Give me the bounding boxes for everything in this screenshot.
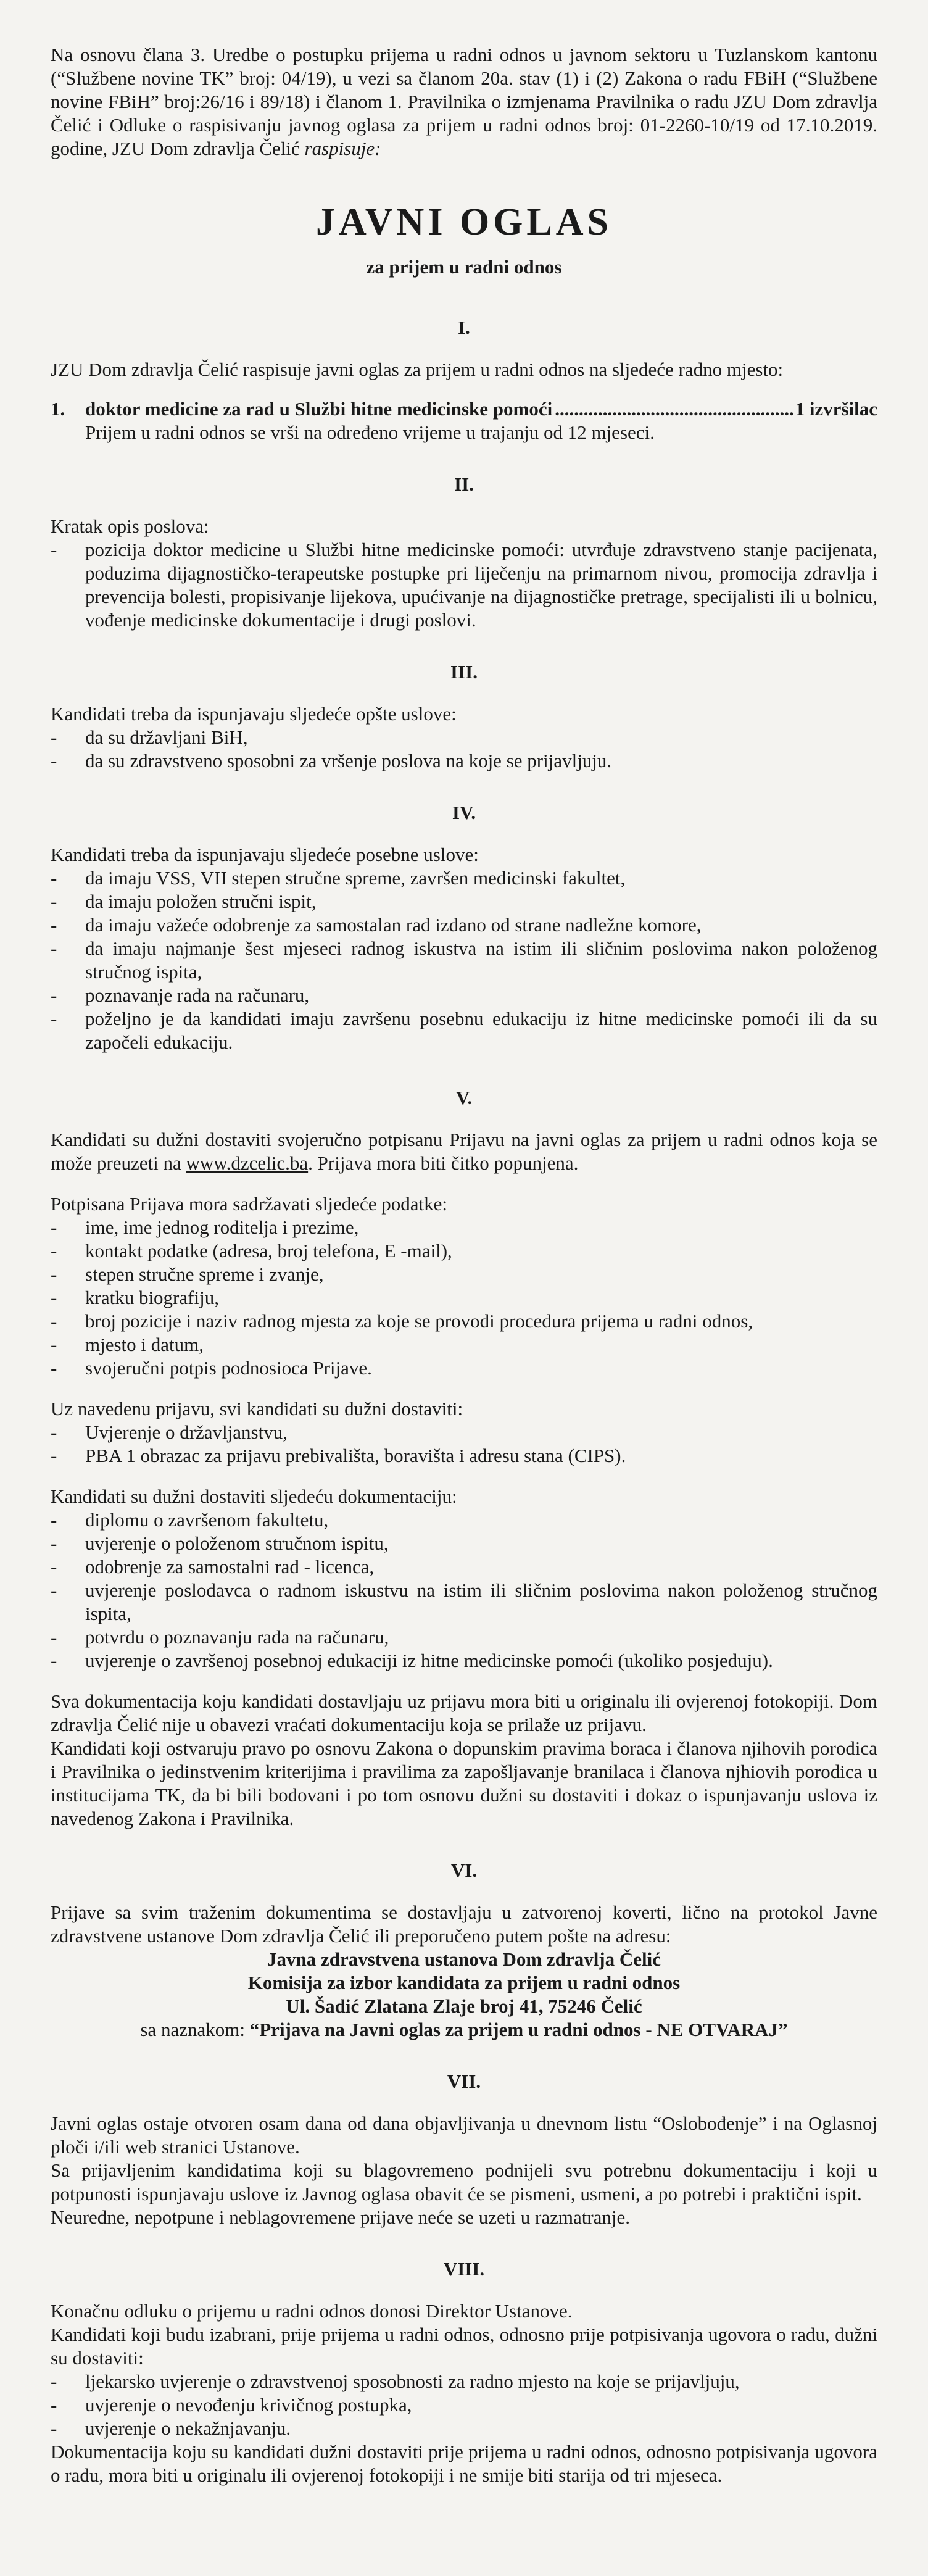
section-heading-3: III. [450,661,478,683]
section-heading-4: IV. [452,802,476,823]
section-5-docs-list [51,1508,877,1672]
section-5-p5: Sva dokumentacija koju kandidati dostavljaju uz prijavu mora biti u originalu ili ovjerenoj fotokopiji. Dom zdravlja Čelić nije u obavezi vraćati dokumentaciju koja se prilaže uz prijavu. [51,1690,877,1735]
document-title: JAVNI OGLAS [315,201,613,243]
section-4-list [51,866,877,1054]
section-2-list [51,538,877,632]
list-item: - poželjno je da kandidati imaju završenu posebnu edukaciju iz hitne medicinske pomoći ili da su započeli edukaciju. [51,1007,877,1054]
list-item: - uvjerenje poslodavca o radnom iskustvu na istim ili sličnim poslovima nakon položenog stručnog ispita, [51,1579,877,1626]
list-item: - poznavanje rada na računaru, [51,984,877,1007]
address-line-2: Komisija za izbor kandidata za prijem u radni odnos [247,1972,681,1993]
section-3-intro: Kandidati treba da ispunjavaju sljedeće opšte uslove: [51,703,457,725]
section-5-p1-tail: . Prijava mora biti čitko popunjena. [308,1152,579,1174]
list-item: - odobrenje za samostalni rad - licenca, [51,1555,877,1579]
section-8-list [51,2370,877,2440]
section-heading-1: I. [458,317,470,338]
list-item: - uvjerenje o nekažnjavanju. [51,2417,877,2440]
list-item: - da imaju važeće odobrenje za samostalan rad izdano od strane nadležne komore, [51,913,877,937]
section-heading-8: VIII. [443,2258,485,2280]
intro-text: Na osnovu člana 3. Uredbe o postupku prijema u radni odnos u javnom sektoru u Tuzlanskom kantonu (“Službene novine TK” broj: 04/19), u vezi sa članom 20a. stav (1) i (2) Zakona o radu FBiH (“Službene novine FBiH” broj:26/16 i 89/18) i članom 1. Pravilnika o izmjenama Pravilnika o radu JZU Dom zdravlja Čelić i Odluke o raspisivanju javnog oglasa za prijem u radni odnos broj: 01-2260-10/19 od 17.10.2019. godine, JZU Dom zdravlja Čelić [51,44,877,159]
list-item: - broj pozicije i naziv radnog mjesta za koje se provodi procedura prijema u radni odnos, [51,1310,877,1333]
document-subtitle: za prijem u radni odnos [366,256,562,278]
list-item: - da imaju položen stručni ispit, [51,890,877,913]
list-item: - da imaju VSS, VII stepen stručne spreme, završen medicinski fakultet, [51,866,877,890]
address-line-1: Javna zdravstvena ustanova Dom zdravlja Čelić [267,1948,661,1970]
position-row [51,397,877,421]
section-1-text: JZU Dom zdravlja Čelić raspisuje javni oglas za prijem u radni odnos na sljedeće radno mjesto: [51,359,784,380]
list-item: - svojeručni potpis podnosioca Prijave. [51,1357,877,1380]
section-2-intro: Kratak opis poslova: [51,515,209,537]
list-item: - PBA 1 obrazac za prijavu prebivališta, boravišta i adresu stana (CIPS). [51,1444,877,1468]
list-item: - potvrdu o poznavanju rada na računaru, [51,1626,877,1649]
section-8-p1: Konačnu odluku o prijemu u radni odnos donosi Direktor Ustanove. [51,2300,573,2322]
section-5-p1-text: Kandidati su dužni dostaviti svojeručno potpisanu Prijavu na javni oglas za prijem u radni odnos koja se može preuzeti na [51,1129,877,1174]
section-5-p2-intro: Potpisana Prijava mora sadržavati sljedeće podatke: [51,1193,448,1215]
envelope-mark [51,2018,877,2042]
section-8-p3: Dokumentacija koju su kandidati dužni dostaviti prije prijema u radni odnos, odnosno potpisivanja ugovora o radu, mora biti u originalu ili ovjerenoj fotokopiji i ne smije biti starija od tri mjeseca. [51,2441,877,2486]
website-link[interactable]: www.dzcelic.ba [186,1152,309,1174]
list-item: - da su državljani BiH, [51,726,877,749]
section-heading-7: VII. [447,2071,481,2092]
section-7-p1: Javni oglas ostaje otvoren osam dana od dana objavljivanja u dnevnom listu “Oslobođenje” i na Oglasnoj ploči i/ili web stranici Ustanove. [51,2113,877,2158]
list-item: - Uvjerenje o državljanstvu, [51,1421,877,1444]
list-item: - da su zdravstveno sposobni za vršenje poslova na koje se prijavljuju. [51,749,877,773]
section-5-attach-list [51,1421,877,1468]
position-count: 1 izvršilac [795,398,877,420]
section-8-p2: Kandidati koji budu izabrani, prije prijema u radni odnos, odnosno prije potpisivanja ugovora o radu, dužni su dostaviti: [51,2324,877,2369]
address-line-3: Ul. Šadić Zlatana Zlaje broj 41, 75246 Čelić [286,1995,642,2017]
list-item: - stepen stručne spreme i zvanje, [51,1263,877,1286]
list-item: - uvjerenje o položenom stručnom ispitu, [51,1532,877,1555]
section-heading-2: II. [454,473,474,495]
section-heading-5: V. [455,1087,473,1108]
position-name: doktor medicine za rad u Službi hitne medicinske pomoći [85,398,553,420]
intro-paragraph [51,43,877,160]
section-3-list [51,726,877,773]
section-4-intro: Kandidati treba da ispunjavaju sljedeće posebne uslove: [51,844,479,865]
list-item: - diplomu o završenom fakultetu, [51,1508,877,1532]
list-item: - pozicija doktor medicine u Službi hitne medicinske pomoći: utvrđuje zdravstveno stanje pacijenata, poduzima dijagnostičko-terapeutske postupke pri liječenju na primarnom nivou, promocija zdravlja i prevencija bolesti, propisivanje lijekova, upućivanje na dijagnostičke pretrage, specijalisti ili u bolnicu, vođenje medicinske dokumentacije i drugi poslovi. [51,538,877,632]
section-5-p3-intro: Uz navedenu prijavu, svi kandidati su dužni dostaviti: [51,1398,463,1419]
list-item: - mjesto i datum, [51,1333,877,1357]
list-item: - da imaju najmanje šest mjeseci radnog iskustva na istim ili sličnim poslovima nakon položenog stručnog ispita, [51,937,877,984]
section-heading-6: VI. [450,1859,478,1881]
list-item: - kontakt podatke (adresa, broj telefona, E -mail), [51,1239,877,1263]
section-7-p3: Neuredne, nepotpune i neblagovremene prijave neće se uzeti u razmatranje. [51,2206,631,2228]
position-number: 1. [51,398,65,420]
dot-leader [555,397,792,421]
section-5-prijava-list [51,1216,877,1380]
list-item: - kratku biografiju, [51,1286,877,1310]
position-note: Prijem u radni odnos se vrši na određeno vrijeme u trajanju od 12 mjeseci. [85,422,655,443]
section-5-p4-intro: Kandidati su dužni dostaviti sljedeću dokumentaciju: [51,1485,457,1507]
section-5-p1 [51,1128,877,1175]
section-5-p6: Kandidati koji ostvaruju pravo po osnovu Zakona o dopunskim pravima boraca i članova njihovih porodica i Pravilnika o jedinstvenim kriterijima i pravilima za zapošljavanje branilaca i članova njhiovih porodica u institucijama TK, da bi bili bodovani i po tom osnovu dužni su dostaviti i dokaz o ispunjavanju uslova iz navedenog Zakona i Pravilnika. [51,1737,877,1829]
section-6-p1: Prijave sa svim traženim dokumentima se dostavljaju u zatvorenoj koverti, lično na protokol Javne zdravstvene ustanove Dom zdravlja Čelić ili preporučeno putem pošte na adresu: [51,1901,877,1947]
list-item: - ljekarsko uvjerenje o zdravstvenoj sposobnosti za radno mjesto na koje se prijavljuju, [51,2370,877,2393]
section-7-p2: Sa prijavljenim kandidatima koji su blagovremeno podnijeli svu potrebnu dokumentaciju i koji u potpunosti ispunjavaju uslove iz Javnog oglasa obavit će se pismeni, usmeni, a po potrebi i praktični ispit. [51,2159,877,2204]
envelope-mark-text: “Prijava na Javni oglas za prijem u radni odnos - NE OTVARAJ” [249,2019,788,2040]
list-item: - uvjerenje o završenoj posebnoj edukaciji iz hitne medicinske pomoći (ukoliko posjeduju). [51,1649,877,1672]
intro-raspisuje: raspisuje: [304,138,381,159]
envelope-mark-prefix: sa naznakom: [140,2019,250,2040]
list-item: - uvjerenje o nevođenju krivičnog postupka, [51,2393,877,2417]
list-item: - ime, ime jednog roditelja i prezime, [51,1216,877,1239]
